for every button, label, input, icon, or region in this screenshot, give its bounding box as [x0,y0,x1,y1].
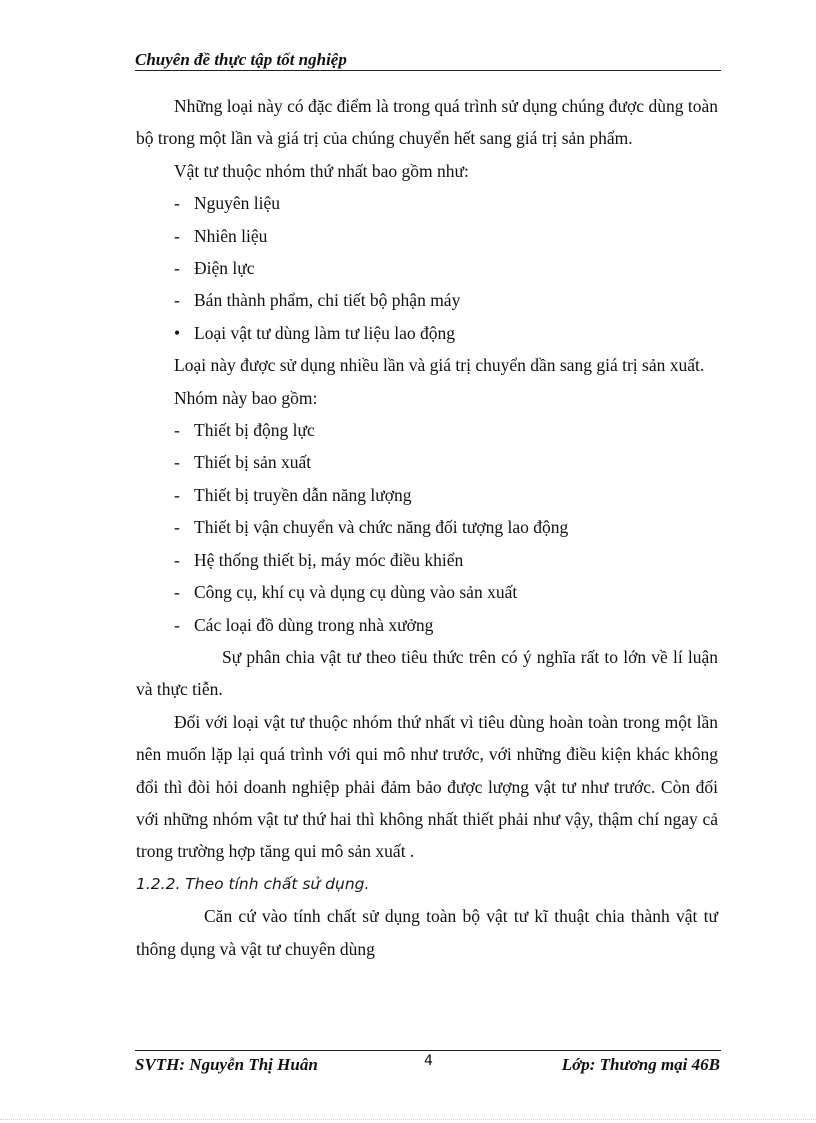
page-edge-divider [0,1119,816,1120]
paragraph-2: Vật tư thuộc nhóm thứ nhất bao gồm như: [174,160,469,181]
list-item-text: Nhiên liệu [194,225,268,246]
list-item [136,414,718,446]
list-marker: - [174,420,180,441]
list-item [136,544,718,576]
list-materials-group-2 [136,414,718,641]
list-item [136,252,718,284]
list-item-text: Các loại đồ dùng trong nhà xưởng [194,614,434,635]
header-title: Chuyên đề thực tập tốt nghiệp [135,50,347,69]
page-header [135,50,721,71]
list-item-text: Thiết bị sản xuất [194,452,312,473]
list-item [136,511,718,543]
list-item-text: Loại vật tư dùng làm tư liệu lao động [194,322,456,343]
list-item-text: Thiết bị vận chuyển và chức năng đối tượng lao động [194,517,569,538]
list-item [136,220,718,252]
list-item [136,284,718,316]
section-heading: 1.2.2. Theo tính chất sử dụng. [136,874,370,893]
paragraph-5: Sự phân chia vật tư theo tiêu thức trên có ý nghĩa rất to lớn về lí luận và thực tiễn. [136,646,718,700]
page-number: 4 [424,1053,433,1069]
list-marker: - [174,225,180,246]
list-marker: - [174,290,180,311]
list-item [136,187,718,219]
list-marker: - [174,452,180,473]
list-marker: - [174,517,180,538]
list-item [136,609,718,641]
list-item [136,576,718,608]
footer-student: SVTH: Nguyễn Thị Huân [135,1055,318,1074]
list-marker: - [174,549,180,570]
list-item-text: Thiết bị động lực [194,420,315,441]
list-marker: - [174,193,180,214]
footer-class: Lớp: Thương mại 46B [561,1055,720,1074]
list-item-text: Thiết bị truyền dẫn năng lượng [194,484,412,505]
list-item [136,317,718,349]
footer-rule [135,1050,721,1051]
list-item [136,446,718,478]
paragraph-1: Những loại này có đặc điểm là trong quá trình sử dụng chúng được dùng toàn bộ trong một lần và giá trị của chúng chuyển hết sang giá trị sản phẩm. [136,96,718,149]
list-marker: - [174,484,180,505]
list-item [136,479,718,511]
paragraph-3: Loại này được sử dụng nhiều lần và giá trị chuyển dần sang giá trị sản xuất. [174,355,705,376]
list-item-text: Công cụ, khí cụ và dụng cụ dùng vào sản xuất [194,582,518,603]
list-item-text: Hệ thống thiết bị, máy móc điều khiển [194,549,464,570]
bullet-icon: • [174,322,181,343]
paragraph-4: Nhóm này bao gồm: [174,387,318,408]
list-item-text: Điện lực [194,258,255,279]
list-item-text: Bán thành phẩm, chi tiết bộ phận máy [194,290,461,311]
paragraph-6: Đối với loại vật tư thuộc nhóm thứ nhất vì tiêu dùng hoàn toàn trong một lần nên muốn lặp lại quá trình với qui mô như trước, với những điều kiện khác không đổi thì đòi hỏi doanh nghiệp phải đảm bảo được lượng vật tư như trước. Còn đối với những nhóm vật tư thứ hai thì không nhất thiết phải như vậy, thậm chí ngay cả trong trường hợp tăng qui mô sản xuất . [136,711,718,862]
list-marker: - [174,614,180,635]
document-body [136,90,718,965]
list-item-text: Nguyên liệu [194,193,281,214]
list-materials-group-1 [136,187,718,349]
paragraph-7: Căn cứ vào tính chất sử dụng toàn bộ vật tư kĩ thuật chia thành vật tư thông dụng và vật tư chuyên dùng [136,906,718,959]
list-marker: - [174,582,180,603]
list-marker: - [174,258,180,279]
